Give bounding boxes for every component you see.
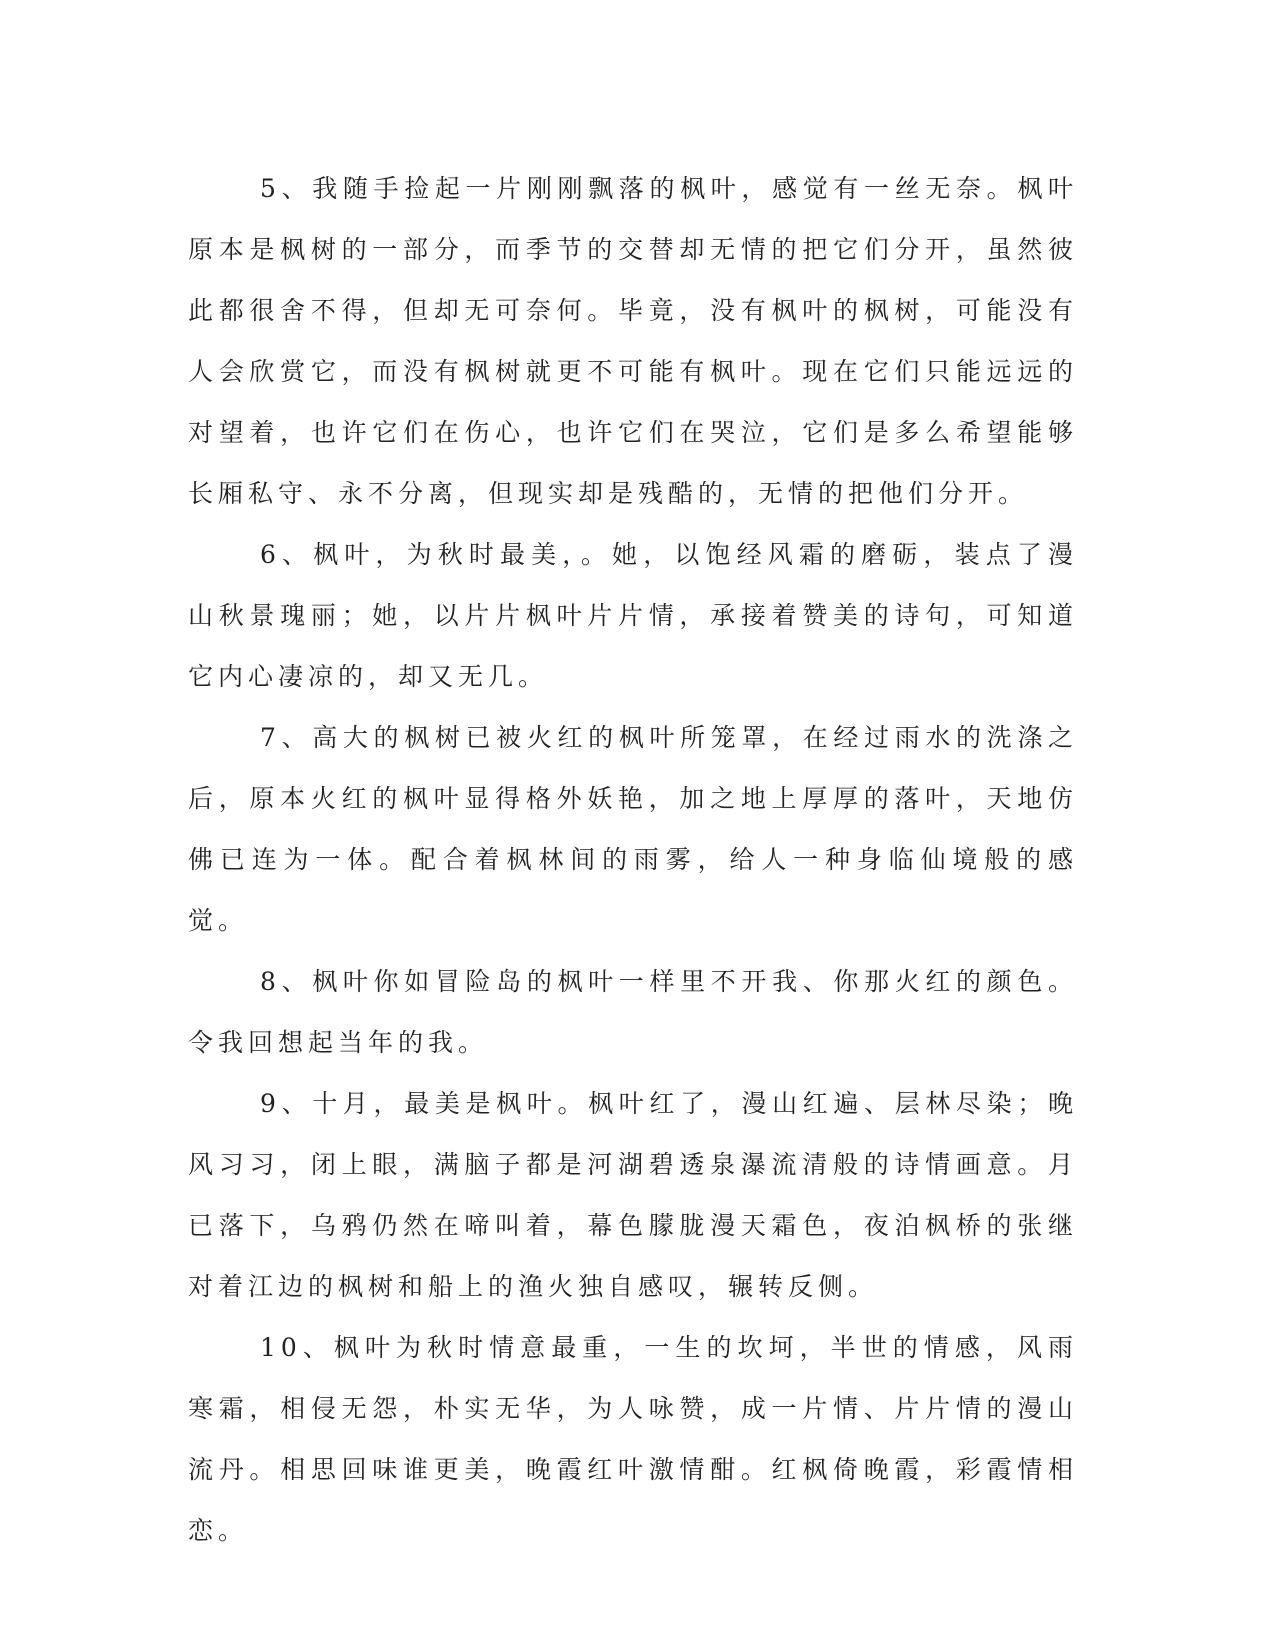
document-body [188, 158, 1078, 1561]
paragraph-7: 7、高大的枫树已被火红的枫叶所笼罩，在经过雨水的洗涤之后，原本火红的枫叶显得格外妖艳，加之地上厚厚的落叶，天地仿佛已连为一体。配合着枫林间的雨雾，给人一种身临仙境般的感觉。 [188, 723, 1078, 935]
paragraph-9: 9、十月，最美是枫叶。枫叶红了，漫山红遍、层林尽染；晚风习习，闭上眼，满脑子都是河湖碧透泉瀑流清般的诗情画意。月已落下，乌鸦仍然在啼叫着，幕色朦胧漫天霜色，夜泊枫桥的张继对着江边的枫树和船上的渔火独自感叹，辗转反侧。 [188, 1089, 1078, 1301]
paragraph-6: 6、枫叶，为秋时最美，。她，以饱经风霜的磨砺，装点了漫山秋景瑰丽；她，以片片枫叶片片情，承接着赞美的诗句，可知道它内心凄凉的，却又无几。 [188, 540, 1078, 691]
paragraph-8: 8、枫叶你如冒险岛的枫叶一样里不开我、你那火红的颜色。令我回想起当年的我。 [188, 967, 1078, 1057]
paragraph-10: 10、枫叶为秋时情意最重，一生的坎坷，半世的情感，风雨寒霜，相侵无怨，朴实无华，为人咏赞，成一片情、片片情的漫山流丹。相思回味谁更美，晚霞红叶激情酣。红枫倚晚霞，彩霞情相恋。 [188, 1333, 1078, 1545]
paragraph-5: 5、我随手捡起一片刚刚飘落的枫叶，感觉有一丝无奈。枫叶原本是枫树的一部分，而季节的交替却无情的把它们分开，虽然彼此都很舍不得，但却无可奈何。毕竟，没有枫叶的枫树，可能没有人会欣赏它，而没有枫树就更不可能有枫叶。现在它们只能远远的对望着，也许它们在伤心，也许它们在哭泣，它们是多么希望能够长厢私守、永不分离，但现实却是残酷的，无情的把他们分开。 [188, 174, 1078, 508]
